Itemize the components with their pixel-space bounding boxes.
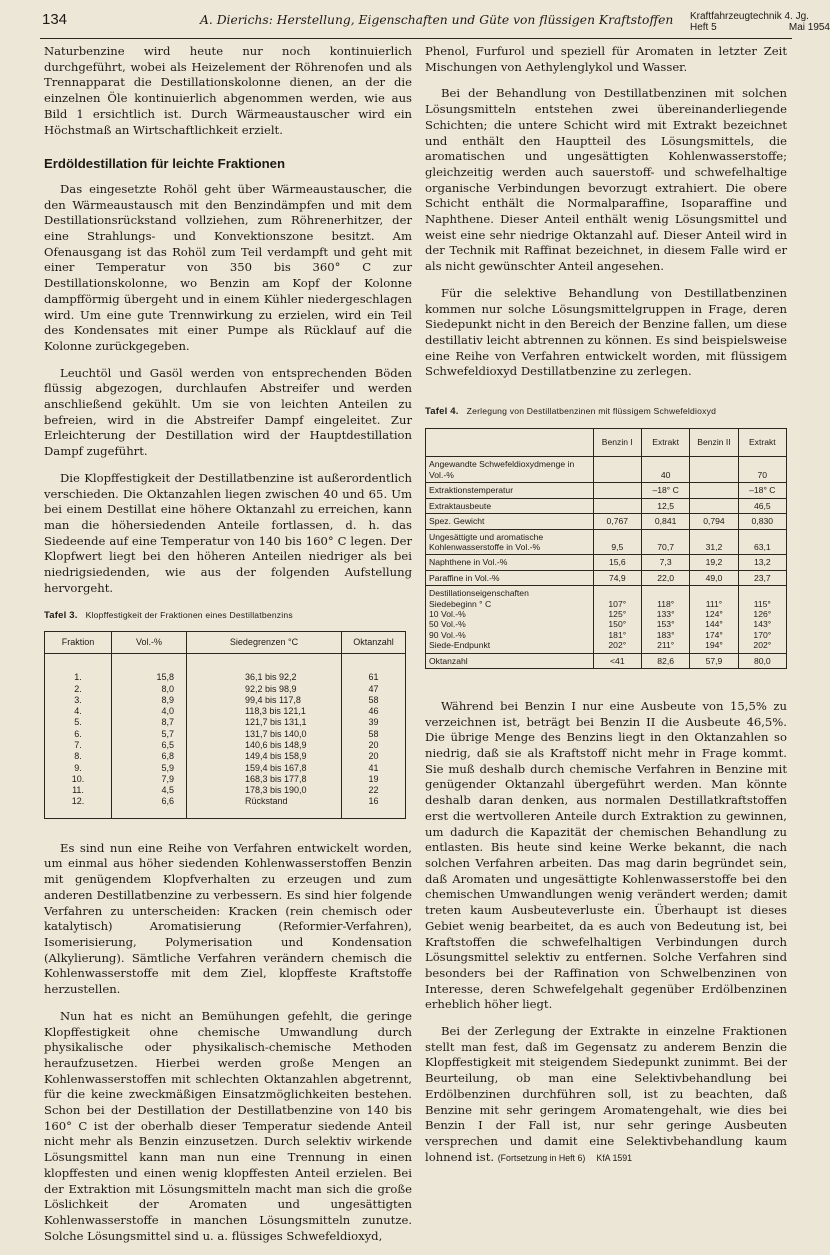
table-row-label: Extraktionstemperatur [426, 483, 594, 498]
table-cell: 153° [656, 619, 675, 630]
table-cell: 19 [342, 774, 406, 785]
table-cell: 47 [342, 684, 406, 695]
table-header: Fraktion [45, 632, 112, 654]
table-caption-text: Klopffestigkeit der Fraktionen eines Destillatbenzins [85, 609, 293, 620]
paragraph: Die Klopffestigkeit der Destillatbenzine ist außerordentlich verschieden. Die Oktanzahlen liegen zwischen 40 und 65. Um bei einem Destillat eine höhere Oktanzahl zu erreichen, kann man die höhersiedenden Anteile fortlassen, d. h. das Siedeende auf eine Temperatur von 140 bis 160° C legen. Der Klopfwert liegt bei den höheren Anteilen niedriger als bei niedrigsiedenden, wie aus der folgenden Aufstellung hervorgeht. [44, 470, 412, 595]
table-row-label: Paraffine in Vol.-% [426, 570, 594, 585]
table-cell: 115° [753, 598, 771, 609]
table-header: Extrakt [738, 428, 786, 457]
table-row [426, 555, 787, 570]
table-row [45, 717, 406, 728]
table-cell: 7. [45, 740, 112, 751]
table-cell: 7,3 [641, 555, 689, 570]
table-cell [593, 457, 641, 483]
table-tafel-4 [425, 428, 787, 669]
table-cell: 178,3 bis 190,0 [187, 785, 342, 796]
table-cell: 58 [342, 729, 406, 740]
paragraph: Naturbenzine wird heute nur noch kontinuierlich durchgeführt, wobei als Heizelement der Röhrenofen und als Trennapparat die Destillationskolonne dienen, an der die einzelnen Öle kontinuierlich abgenommen werden, wie aus Bild 1 ersichtlich ist. Durch Wärmeaustauscher wird ein Höchstmaß an Wirtschaftlichkeit erzielt. [44, 44, 412, 137]
running-title: A. Dierichs: Herstellung, Eigenschaften und Güte von flüssigen Kraftstoffen [200, 13, 674, 27]
table-row [45, 751, 406, 762]
table-row-label: Ungesättigte und aromatische Kohlenwasserstoffe in Vol.-% [426, 529, 594, 555]
table-header: Oktanzahl [342, 632, 406, 654]
table-group-title: Destillationseigenschaften [429, 588, 529, 599]
table-cell: 92,2 bis 98,9 [187, 684, 342, 695]
table-row [45, 695, 406, 706]
paragraph: Es sind nun eine Reihe von Verfahren entwickelt worden, um einmal aus höher siedenden Kohlenwasserstoffen Benzin mit genügendem Klopfverhalten zu erzeugen und zum anderen Destillatbenzine zu verbessern. Es sind hier folgende Verfahren zu unterscheiden: Kracken (rein chemisch oder katalytisch) Aromatisierung (Reformier-Verfahren), Isomerisierung, Polymerisation und Kondensation (Alkylierung). Sämtliche Verfahren verändern chemisch die Kohlenwasserstoffe mit dem Ziel, klopffeste Kraftstoffe herzustellen. [44, 840, 412, 997]
table-cell: 121,7 bis 131,1 [187, 717, 342, 728]
table-cell: 4,5 [112, 785, 187, 796]
table-cell: 5,9 [112, 763, 187, 774]
table-row [426, 570, 787, 585]
table-cell: 74,9 [593, 570, 641, 585]
continuation-note: (Fortsetzung in Heft 6) [497, 1152, 586, 1163]
left-column [44, 44, 412, 1255]
table-cell: 124° [705, 608, 723, 619]
table-cell: 0,841 [641, 514, 689, 529]
table-cell: 4,0 [112, 706, 187, 717]
table-row [45, 706, 406, 717]
table-cell: 40 [641, 457, 689, 483]
table-cell: 49,0 [690, 570, 738, 585]
table-cell: 20 [342, 740, 406, 751]
table-cell: 5,7 [112, 729, 187, 740]
table-cell: 107° [608, 598, 627, 609]
table-cell: 1. [45, 672, 112, 683]
table-row [426, 514, 787, 529]
table-cell: 39 [342, 717, 406, 728]
table-cell: 9,5 [593, 529, 641, 555]
table-cell: 8,9 [112, 695, 187, 706]
table-cell: 46,5 [738, 498, 786, 513]
table-cell: 181° [608, 629, 627, 640]
table-cell [690, 483, 738, 498]
table-cell: 143° [753, 619, 772, 630]
table-cell: 183° [656, 629, 675, 640]
table-cell: 16 [342, 796, 406, 807]
journal-info [690, 11, 830, 33]
table-row [45, 672, 406, 683]
table-cell: 5. [45, 717, 112, 728]
table-cell: <41 [593, 653, 641, 668]
table-row [426, 483, 787, 498]
table-row-label: 90 Vol.-% [429, 629, 466, 640]
table-header: Siedegrenzen °C [187, 632, 342, 654]
table-cell: 202° [608, 640, 627, 651]
table-cell: 150° [608, 619, 627, 630]
table-cell [593, 483, 641, 498]
paragraph: Das eingesetzte Rohöl geht über Wärmeaustauscher, die den Wärmeaustausch mit den Benzindämpfen und mit dem Destillationsrückstand vollziehen, zum Röhrenerhitzer, der eine Strahlungs- und Konvektionszone besitzt. Am Ofenausgang ist das Rohöl zum Teil verdampft und geht mit einer Temperatur von 350 bis 360° C zur Destillationskolonne, wo Benzin am Kopf der Kolonne dampfförmig übergeht und in einem Kühler niedergeschlagen wird. Um eine gute Trennwirkung zu erzielen, wird ein Teil des Kondensates mit einer Pumpe als Rücklauf auf die Kolonne zurückgegeben. [44, 181, 412, 353]
paragraph: Leuchtöl und Gasöl werden von entsprechenden Böden flüssig abgezogen, durchlaufen Abstreifer und werden anschließend gekühlt. Um sie von leichten Anteilen zu befreien, wird in die Abstreifer Dampf eingeleitet. Zur Erleichterung der Destillation wird der Hauptdestillation Dampf zugeführt. [44, 365, 412, 459]
table-row [426, 457, 787, 483]
table-cell: 63,1 [738, 529, 786, 555]
table-cell: 8,7 [112, 717, 187, 728]
table-cell: 41 [342, 763, 406, 774]
table-label: Tafel 4. [425, 406, 459, 418]
table-cell: 13,2 [738, 555, 786, 570]
table-cell: 126° [753, 608, 772, 619]
table-row [426, 653, 787, 668]
table-row-label: 50 Vol.-% [429, 619, 466, 630]
table-cell: 6,8 [112, 751, 187, 762]
table-cell: Rückstand [187, 796, 342, 807]
table-row [45, 796, 406, 807]
table-cell: 12. [45, 796, 112, 807]
table-cell: 57,9 [690, 653, 738, 668]
page-number: 134 [42, 11, 68, 28]
table-row [45, 763, 406, 774]
table-cell: 4. [45, 706, 112, 717]
table-cell: 118° [657, 598, 675, 609]
table-cell: 99,4 bis 117,8 [187, 695, 342, 706]
table-cell: 8,0 [112, 684, 187, 695]
table-cell: 144° [705, 619, 723, 630]
table-row-label: Extraktausbeute [426, 498, 594, 513]
table-cell [690, 457, 738, 483]
journal-issue: Heft 5 [690, 22, 717, 33]
table-caption-text: Zerlegung von Destillatbenzinen mit flüssigem Schwefeldioxyd [466, 406, 717, 417]
table-cell: 36,1 bis 92,2 [187, 672, 342, 683]
table-tafel-3 [44, 631, 406, 819]
paragraph: Für die selektive Behandlung von Destillatbenzinen kommen nur solche Lösungsmittelgruppen in Frage, deren Siedepunkt nicht in den Bereich der Benzine fallen, um diese destillativ leicht abtrennen zu können. Es sind beispielsweise eine Reihe von Verfahren entwickelt worden, mit flüssigem Schwefeldioxyd Destillatbenzine zu zerlegen. [425, 285, 787, 379]
table-cell: 15,8 [112, 672, 187, 683]
table-cell: 0,794 [690, 514, 738, 529]
table-cell: 7,9 [112, 774, 187, 785]
paragraph: Während bei Benzin I nur eine Ausbeute von 15,5% zu verzeichnen ist, beträgt bei Benzin II die Ausbeute 46,5%. Die übrige Menge des Benzins liegt in den Oktanzahlen so niedrig, daß sie als Kraftstoff nicht mehr in Frage kommt. Sie muß deshalb durch chemische Verfahren in Benzine mit genügender Oktanzahl übergeführt werden. Man könnte deshalb daran denken, aus normalen Destillatkraftstoffen erst die wertvolleren Anteile durch Extraktion zu gewinnen, um dadurch die Kapazität der chemischen Behandlung zu entlasten. Bis heute sind keine Werke bekannt, die nach solchen Verfahren arbeiten. Das mag darin begründet sein, daß Aromaten und ungesättigte Kohlenwasserstoffe bei den chemischen Umwandlungen wenig verändert werden; damit treten kaum Ausbeuteverluste ein. Überhaupt ist dieses Gebiet wenig bearbeitet, da es auch von Bedeutung ist, bei Kraftstoffen die schwefelhaltigen Verbindungen durch Lösungsmittel selektiv zu entfernen. Solche Verfahren sind besonders bei der Raffination von Schwelbenzinen von Interesse, deren Schwefelgehalt gegenüber Erdölbenzinen erheblich höher liegt. [425, 698, 787, 1012]
table-cell: 3. [45, 695, 112, 706]
table-cell: 0,767 [593, 514, 641, 529]
table-cell: 70 [738, 457, 786, 483]
table-cell: 8. [45, 751, 112, 762]
table-cell: 6. [45, 729, 112, 740]
table-row-label: Angewandte Schwefeldioxydmenge in Vol.-% [426, 457, 594, 483]
right-column [425, 44, 787, 1177]
journal-date: Mai 1954 [788, 22, 830, 33]
table-cell: 170° [753, 629, 772, 640]
table-cell: 211° [657, 640, 675, 651]
table-cell: 31,2 [690, 529, 738, 555]
table-cell: 168,3 bis 177,8 [187, 774, 342, 785]
table-cell: 131,7 bis 140,0 [187, 729, 342, 740]
table-cell [690, 498, 738, 513]
table-cell: 111° [705, 598, 723, 609]
table-header: Vol.-% [112, 632, 187, 654]
table-cell: 70,7 [641, 529, 689, 555]
table-row [45, 774, 406, 785]
table-cell: 194° [705, 640, 723, 651]
table-cell: 23,7 [738, 570, 786, 585]
table-cell: 82,6 [641, 653, 689, 668]
table-cell: 11. [45, 785, 112, 796]
table-cell: 15,6 [593, 555, 641, 570]
section-heading: Erdöldestillation für leichte Fraktionen [44, 156, 286, 172]
table-row-label: Siede-Endpunkt [429, 640, 491, 651]
table-row-label: Spez. Gewicht [426, 514, 594, 529]
table-row-label: Oktanzahl [426, 653, 594, 668]
table-cell: 125° [608, 608, 627, 619]
table-row-label: 10 Vol.-% [429, 608, 466, 619]
table-row-label: Siedebeginn ° C [429, 598, 492, 609]
paragraph: Phenol, Furfurol und speziell für Aromaten in letzter Zeit Mischungen von Aethylenglykol und Wasser. [425, 44, 787, 74]
table-cell: 19,2 [690, 555, 738, 570]
table-row [45, 729, 406, 740]
table-row [426, 498, 787, 513]
paragraph: Nun hat es nicht an Bemühungen gefehlt, die geringe Klopffestigkeit ohne chemische Umwandlung durch physikalische oder physikalisch-chemische Methoden heraufzusetzen. Hierbei werden große Mengen an Kohlenwasserstoffen mit schlechten Oktanzahlen abgetrennt, für die keine zweckmäßigen Einsatzmöglichkeiten bestehen. Schon bei der Destillation der Destillatbenzine von 140 bis 160° C ist der oberhalb dieser Temperatur siedende Anteil nicht mehr als Benzin einzusetzen. Durch selektiv wirkende Lösungsmittel kann man nun eine Trennung in einen klopffesten und einen wenig klopffesten Anteil erzielen. Bei der Extraktion mit Lösungsmitteln macht man sich die große Löslichkeit der Aromaten und ungesättigten Kohlenwasserstoffe in manchen Lösungsmitteln zunutze. Solche Lösungsmittel sind u. a. flüssiges Schwefeldioxyd, [44, 1008, 412, 1243]
table-cell: 6,6 [112, 796, 187, 807]
table-cell: 58 [342, 695, 406, 706]
journal-name: Kraftfahrzeugtechnik 4. Jg. [690, 11, 809, 22]
table-cell: 20 [342, 751, 406, 762]
table-cell [593, 498, 641, 513]
table-row-distillation [426, 586, 787, 653]
running-header [40, 8, 830, 39]
table-row [45, 740, 406, 751]
table-cell: 22,0 [641, 570, 689, 585]
table-cell: 159,4 bis 167,8 [187, 763, 342, 774]
table-caption [44, 608, 412, 624]
table-cell: 61 [342, 672, 406, 683]
table-cell: 6,5 [112, 740, 187, 751]
table-label: Tafel 3. [44, 609, 78, 621]
table-cell: 46 [342, 706, 406, 717]
table-cell: 22 [342, 785, 406, 796]
paragraph-text: Bei der Zerlegung der Extrakte in einzelne Fraktionen stellt man fest, daß im Gegensatz zu anderem Benzin die Klopffestigkeit mit steigendem Siedepunkt zunimmt. Bei der Beurteilung, ob man eine Selektivbehandlung bei Erdölbenzinen durchführen soll, ist zu beachten, daß Benzine mit sehr geringem Aromatengehalt, wie dies bei Benzin I der Fall ist, nur sehr geringe Ausbeuten versprechen und damit eine Selektivbehandlung kaum lohnend ist. [425, 1024, 787, 1164]
table-header: Benzin I [593, 428, 641, 457]
table-cell: 202° [753, 640, 772, 651]
table-caption [425, 404, 787, 420]
table-cell: 174° [705, 629, 723, 640]
table-cell: 12,5 [641, 498, 689, 513]
table-row [45, 684, 406, 695]
table-cell: –18° C [738, 483, 786, 498]
table-header: Extrakt [641, 428, 689, 457]
table-cell: 10. [45, 774, 112, 785]
paragraph [425, 1024, 787, 1166]
table-cell: 140,6 bis 148,9 [187, 740, 342, 751]
table-cell: 149,4 bis 158,9 [187, 751, 342, 762]
table-cell: 2. [45, 684, 112, 695]
table-cell: 133° [656, 608, 675, 619]
table-cell: 80,0 [738, 653, 786, 668]
table-cell: 0,830 [738, 514, 786, 529]
table-cell: –18° C [641, 483, 689, 498]
table-row [45, 785, 406, 796]
table-header: Benzin II [690, 428, 738, 457]
table-header [426, 428, 594, 457]
table-cell: 118,3 bis 121,1 [187, 706, 342, 717]
table-row [426, 529, 787, 555]
table-cell: 9. [45, 763, 112, 774]
table-row-label: Naphthene in Vol.-% [426, 555, 594, 570]
paragraph: Bei der Behandlung von Destillatbenzinen mit solchen Lösungsmitteln entstehen zwei übereinanderliegende Schichten; die untere Schicht wird mit Extrakt bezeichnet und enthält den Hauptteil des Lösungsmittels, die aromatischen und ungesättigten Kohlenwasserstoffe; gleichzeitig werden auch sauerstoff- und schwefelhaltige organische Verbindungen bevorzugt extrahiert. Die obere Schicht enthält die Normalparaffine, Isoparaffine und Naphthene. Dieser Anteil enthält wenig Lösungsmittel und weist eine sehr niedrige Oktanzahl auf. Dieser Anteil wird in der Technik mit Raffinat bezeichnet, in diesem Falle wird er als nicht gewünschter Anteil angesehen. [425, 86, 787, 274]
article-code: KfA 1591 [596, 1152, 633, 1163]
